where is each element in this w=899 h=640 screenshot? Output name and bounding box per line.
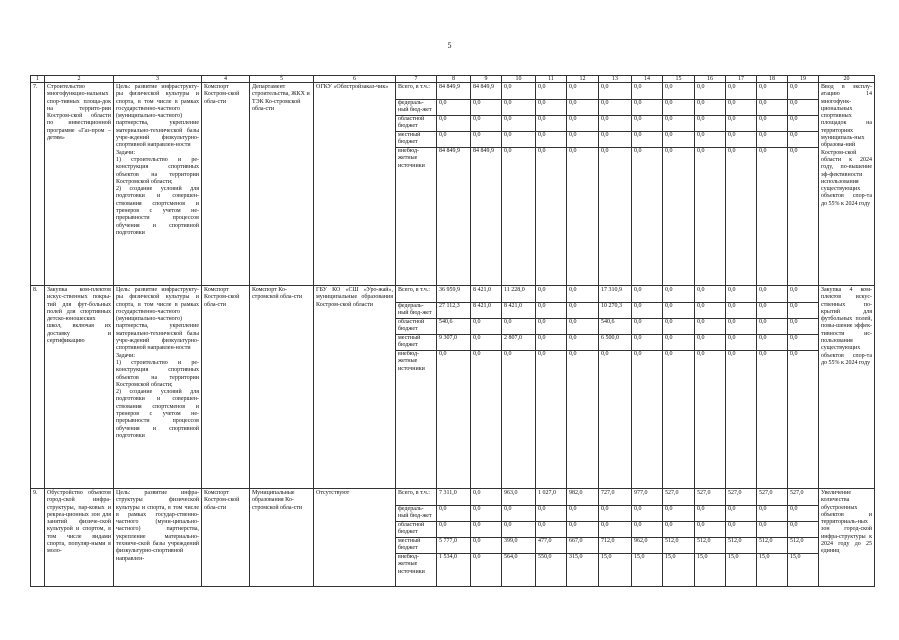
expected-result: Увеличение количества обустроенных объектов и территориаль-ных зон город-ской инфра-структуры к 2024 году до 25 единиц (819, 489, 875, 587)
amount-cell (437, 83, 471, 286)
header-cell: 3 (114, 76, 202, 83)
funding-sources (396, 489, 437, 587)
page-number: 5 (447, 41, 452, 50)
amount-value: 0,0 (567, 132, 598, 148)
amount-value: 667,0 (567, 538, 598, 554)
amount-value: 0,0 (697, 351, 705, 357)
responsible-executor: Комспорт Костром-ской обла-сти (202, 83, 250, 286)
amount-cell (471, 489, 502, 587)
amount-value: 0,0 (663, 319, 694, 335)
responsible-executor: Комспорт Костром-ской обла-сти (202, 489, 250, 587)
amount-value: 0,0 (695, 522, 725, 538)
measure-name: Обустройство объектов город-ской инфра-структуры, пар-ковых и рекреа-ционных зон для занятий физиче-ской культурой и спортом, в том числе видами спорта, популяр-ными в моло- (45, 489, 114, 587)
amount-value: 527,0 (695, 490, 725, 506)
amount-value: 0,0 (757, 319, 787, 335)
goal-text: Цель: развитие инфра-структуры физической культуры и спорта, в том числе в рамках государ-ственно-частного (муни-ципально-частного) партнерства, укрепление материально-техниче-ской базы учреждений физкультурно-спортивной направлен- (114, 489, 202, 587)
amount-value: 0,0 (663, 303, 694, 319)
amount-value: 0,0 (695, 132, 725, 148)
amount-value: 15,0 (665, 554, 676, 560)
funding-source-label: областной бюджет (396, 319, 436, 335)
amount-value: 0,0 (437, 100, 470, 116)
amount-value: 0,0 (757, 303, 787, 319)
funding-source-label: Всего, в т.ч.: (396, 84, 436, 100)
amount-cell (502, 489, 536, 587)
amount-value: 0,0 (502, 84, 535, 100)
amount-value: 0,0 (502, 100, 535, 116)
amount-value: 512,0 (788, 538, 818, 554)
amount-value: 0,0 (473, 351, 481, 357)
amount-value: 0,0 (471, 506, 501, 522)
amount-value: 0,0 (728, 351, 736, 357)
amount-value: 11 228,0 (502, 287, 535, 303)
amount-value: 0,0 (788, 319, 818, 335)
amount-value: 982,0 (567, 490, 598, 506)
amount-value: 0,0 (663, 100, 694, 116)
funding-source-label: федераль-ный бюд-жет (396, 303, 436, 319)
table-row (31, 83, 875, 286)
amount-value: 0,0 (757, 84, 787, 100)
amount-value: 0,0 (632, 287, 662, 303)
amount-cell (757, 286, 788, 489)
measure-name: Закупка ком-плектов искус-ственных покры-тий для фут-больных полей для спортивных детско-юношеских школ, включая их доставку и сертификацию (45, 286, 114, 489)
amount-value: 0,0 (599, 506, 631, 522)
amount-value: 512,0 (726, 538, 756, 554)
amount-value: 36 959,9 (437, 287, 470, 303)
amount-value: 315,0 (569, 554, 583, 560)
amount-value: 10 270,3 (599, 303, 631, 319)
amount-cell (437, 489, 471, 587)
amount-value: 0,0 (695, 287, 725, 303)
amount-value: 0,0 (663, 522, 694, 538)
amount-value: 0,0 (788, 303, 818, 319)
amount-value: 0,0 (471, 100, 501, 116)
amount-value: 8 421,0 (471, 287, 501, 303)
amount-cell (695, 489, 726, 587)
amount-value: 0,0 (473, 554, 481, 560)
header-cell: 19 (788, 76, 819, 83)
amount-value: 0,0 (790, 148, 798, 154)
program-table (30, 75, 875, 587)
header-cell: 10 (502, 76, 536, 83)
amount-cell (567, 83, 599, 286)
amount-value: 0,0 (788, 335, 818, 351)
amount-value: 0,0 (757, 522, 787, 538)
amount-value: 0,0 (567, 116, 598, 132)
amount-value: 0,0 (663, 84, 694, 100)
amount-value: 0,0 (567, 100, 598, 116)
amount-value: 0,0 (788, 506, 818, 522)
amount-value: 712,0 (599, 538, 631, 554)
header-cell: 16 (695, 76, 726, 83)
row-number: 9. (31, 489, 45, 587)
amount-value: 399,0 (502, 538, 535, 554)
amount-value: 0,0 (536, 335, 566, 351)
amount-value: 0,0 (632, 100, 662, 116)
amount-cell (536, 83, 567, 286)
funding-source-label: областной бюджет (396, 116, 436, 132)
amount-value: 0,0 (502, 506, 535, 522)
amount-cell (726, 489, 757, 587)
amount-value: 0,0 (759, 351, 767, 357)
funding-source-label: областной бюджет (396, 522, 436, 538)
amount-cell (536, 489, 567, 587)
amount-value: 527,0 (726, 490, 756, 506)
amount-value: 0,0 (599, 84, 631, 100)
amount-value: 8 421,0 (502, 303, 535, 319)
amount-value: 0,0 (788, 116, 818, 132)
amount-cell (632, 83, 663, 286)
amount-value: 84 849,9 (439, 148, 460, 154)
amount-cell (599, 489, 632, 587)
amount-cell (632, 489, 663, 587)
amount-cell (567, 489, 599, 587)
amount-value: 0,0 (695, 116, 725, 132)
amount-value: 0,0 (437, 522, 470, 538)
amount-value: 564,0 (504, 554, 518, 560)
amount-value: 0,0 (726, 84, 756, 100)
amount-value: 0,0 (695, 506, 725, 522)
amount-cell (726, 286, 757, 489)
header-row (31, 76, 875, 83)
amount-value: 0,0 (663, 335, 694, 351)
amount-value: 0,0 (757, 132, 787, 148)
co-executor: Комспорт Ко-стромской обла-сти (250, 286, 314, 489)
amount-cell (663, 286, 695, 489)
amount-value: 0,0 (471, 116, 501, 132)
header-cell: 9 (471, 76, 502, 83)
amount-value: 0,0 (569, 351, 577, 357)
amount-value: 962,0 (632, 538, 662, 554)
amount-value: 0,0 (757, 335, 787, 351)
amount-cell (726, 83, 757, 286)
amount-value: 0,0 (471, 538, 501, 554)
funding-source-label: Всего, в т.ч.: (396, 287, 436, 303)
amount-value: 0,0 (632, 116, 662, 132)
amount-value: 0,0 (726, 506, 756, 522)
amount-value: 15,0 (759, 554, 770, 560)
amount-value: 0,0 (663, 132, 694, 148)
amount-value: 0,0 (437, 132, 470, 148)
amount-value: 0,0 (471, 132, 501, 148)
amount-value: 0,0 (567, 506, 598, 522)
amount-cell (471, 83, 502, 286)
amount-value: 0,0 (599, 100, 631, 116)
amount-value: 727,0 (599, 490, 631, 506)
amount-value: 15,0 (634, 554, 645, 560)
amount-value: 0,0 (536, 303, 566, 319)
amount-value: 0,0 (665, 351, 673, 357)
participant: ОГКУ «Облстройзаказ-чик» (314, 83, 396, 286)
amount-value: 0,0 (601, 351, 609, 357)
amount-value: 0,0 (536, 132, 566, 148)
amount-value: 0,0 (536, 319, 566, 335)
amount-value: 15,0 (790, 554, 801, 560)
amount-value: 0,0 (632, 84, 662, 100)
amount-value: 0,0 (726, 319, 756, 335)
amount-value: 8 421,0 (471, 303, 501, 319)
amount-value: 0,0 (538, 351, 546, 357)
expected-result: Закупка 4 ком-плектов искус-ственных по-крытий для футбольных полей, повы-шение эффек-тивности ис-пользования существующих объектов спор-та до 55% к 2024 году (819, 286, 875, 489)
funding-source-label: Всего, в т.ч.: (396, 490, 436, 506)
amount-value: 0,0 (599, 132, 631, 148)
amount-value: 0,0 (567, 303, 598, 319)
amount-value: 0,0 (697, 148, 705, 154)
amount-value: 0,0 (788, 287, 818, 303)
amount-value: 0,0 (538, 148, 546, 154)
amount-value: 0,0 (757, 116, 787, 132)
amount-value: 0,0 (788, 132, 818, 148)
amount-value: 527,0 (757, 490, 787, 506)
amount-value: 0,0 (757, 506, 787, 522)
amount-value: 0,0 (632, 319, 662, 335)
header-cell: 5 (250, 76, 314, 83)
amount-value: 0,0 (536, 84, 566, 100)
amount-value: 0,0 (599, 116, 631, 132)
amount-value: 512,0 (757, 538, 787, 554)
amount-value: 5 777,0 (437, 538, 470, 554)
amount-value: 15,0 (728, 554, 739, 560)
amount-value: 15,0 (601, 554, 612, 560)
amount-value: 0,0 (502, 116, 535, 132)
header-cell: 7 (396, 76, 437, 83)
amount-value: 0,0 (439, 351, 447, 357)
co-executor: Департамент строительства, ЖКХ и ТЭК Ко-стромской обла-сти (250, 83, 314, 286)
amount-cell (788, 83, 819, 286)
measure-name: Строительство многофункцио-нальных спор-тивных площа-док на террито-рии Костром-ской области по инвестиционной программе «Газ-пром – детям» (45, 83, 114, 286)
amount-value: 0,0 (695, 84, 725, 100)
amount-cell (567, 286, 599, 489)
funding-source-label: внебюд-жетные источники (398, 351, 425, 372)
amount-value: 0,0 (632, 335, 662, 351)
amount-value: 0,0 (569, 148, 577, 154)
amount-value: 0,0 (471, 335, 501, 351)
amount-cell (502, 83, 536, 286)
amount-value: 963,0 (502, 490, 535, 506)
funding-source-label: местный бюджет (396, 538, 436, 554)
amount-value: 0,0 (788, 522, 818, 538)
amount-value: 0,0 (790, 351, 798, 357)
amount-value: 15,0 (697, 554, 708, 560)
amount-cell (632, 286, 663, 489)
amount-value: 0,0 (632, 303, 662, 319)
amount-value: 0,0 (665, 148, 673, 154)
amount-value: 0,0 (632, 132, 662, 148)
amount-value: 2 807,0 (502, 335, 535, 351)
amount-value: 0,0 (726, 116, 756, 132)
amount-value: 0,0 (567, 287, 598, 303)
amount-value: 0,0 (502, 132, 535, 148)
funding-sources (396, 286, 437, 489)
table-row (31, 489, 875, 587)
amount-value: 0,0 (471, 522, 501, 538)
header-cell: 20 (819, 76, 875, 83)
amount-value: 512,0 (663, 538, 694, 554)
amount-cell (757, 489, 788, 587)
funding-source-label: федераль-ный бюд-жет (396, 100, 436, 116)
amount-value: 0,0 (536, 100, 566, 116)
amount-value: 540,6 (437, 319, 470, 335)
amount-value: 0,0 (502, 319, 535, 335)
amount-value: 550,0 (538, 554, 552, 560)
amount-value: 0,0 (726, 100, 756, 116)
header-cell: 18 (757, 76, 788, 83)
amount-value: 0,0 (536, 506, 566, 522)
header-cell: 4 (202, 76, 250, 83)
amount-value: 0,0 (599, 522, 631, 538)
table-row (31, 286, 875, 489)
amount-value: 0,0 (726, 132, 756, 148)
amount-value: 0,0 (695, 319, 725, 335)
amount-value: 0,0 (536, 287, 566, 303)
amount-value: 0,0 (471, 490, 501, 506)
amount-value: 0,0 (567, 522, 598, 538)
amount-value: 0,0 (634, 351, 642, 357)
amount-cell (599, 286, 632, 489)
amount-cell (471, 286, 502, 489)
amount-value: 84 849,9 (473, 148, 494, 154)
amount-value: 0,0 (437, 116, 470, 132)
amount-value: 0,0 (788, 84, 818, 100)
funding-source-label: внебюд-жетные источники (398, 148, 425, 169)
amount-value: 6 500,0 (599, 335, 631, 351)
amount-value: 0,0 (726, 287, 756, 303)
amount-value: 0,0 (634, 148, 642, 154)
amount-cell (599, 83, 632, 286)
expected-result: Ввод в эксплу-атацию 14 многофунк-циональных спортивных площадок на территориях муниципаль-ных образова-ний Костром-ской области к 2024 году, по-вышение эф-фективности использования существующих объектов спор-та до 55% к 2024 году (819, 83, 875, 286)
amount-value: 0,0 (726, 303, 756, 319)
amount-value: 0,0 (632, 506, 662, 522)
amount-value: 0,0 (601, 148, 609, 154)
participant: ГБУ КО «СШ «Уро-жай», муниципальные образования Костром-ской области (314, 286, 396, 489)
amount-cell (788, 489, 819, 587)
header-cell: 2 (45, 76, 114, 83)
amount-value: 9 307,0 (437, 335, 470, 351)
amount-cell (663, 489, 695, 587)
amount-value: 0,0 (567, 319, 598, 335)
amount-value: 0,0 (695, 335, 725, 351)
amount-value: 0,0 (728, 148, 736, 154)
amount-cell (437, 286, 471, 489)
co-executor: Муниципальные образования Ко-стромской обла-сти (250, 489, 314, 587)
amount-value: 0,0 (536, 116, 566, 132)
amount-value: 0,0 (663, 116, 694, 132)
header-cell: 15 (663, 76, 695, 83)
amount-cell (502, 286, 536, 489)
amount-cell (695, 83, 726, 286)
amount-cell (757, 83, 788, 286)
amount-value: 0,0 (504, 148, 512, 154)
header-cell: 8 (437, 76, 471, 83)
amount-value: 0,0 (567, 335, 598, 351)
responsible-executor: Комспорт Костром-ской обла-сти (202, 286, 250, 489)
amount-value: 84 849,9 (471, 84, 501, 100)
amount-value: 477,0 (536, 538, 566, 554)
amount-value: 527,0 (788, 490, 818, 506)
funding-sources (396, 83, 437, 286)
amount-cell (663, 83, 695, 286)
amount-value: 0,0 (437, 506, 470, 522)
header-cell: 17 (726, 76, 757, 83)
amount-value: 17 310,9 (599, 287, 631, 303)
amount-value: 27 112,3 (437, 303, 470, 319)
amount-value: 1 534,0 (439, 554, 457, 560)
row-number: 7. (31, 83, 45, 286)
goal-text: Цель: развитие инфраструкту-ры физической культуры и спорта, в том числе в рамках государственно-частного (муниципально-частного) партнерства, укрепление материально-технической базы учре-ждений физкультурно-спортивной направлен-ности Задачи: 1) строительство и ре-конструкция спортивных объектов на территории Костромской области; 2) создание условий для подготовки и совершен-ствования спортсменов и тренеров с учетом не-прерывности процессов обучения и спортивной подготовки (114, 286, 202, 489)
amount-value: 540,6 (599, 319, 631, 335)
amount-value: 0,0 (726, 522, 756, 538)
header-cell: 11 (536, 76, 567, 83)
participant: Отсутствуют (314, 489, 396, 587)
amount-value: 0,0 (567, 84, 598, 100)
amount-value: 84 849,9 (437, 84, 470, 100)
amount-value: 0,0 (757, 287, 787, 303)
header-cell: 12 (567, 76, 599, 83)
amount-value: 0,0 (757, 100, 787, 116)
funding-source-label: местный бюджет (396, 132, 436, 148)
amount-cell (536, 286, 567, 489)
row-number: 8. (31, 286, 45, 489)
header-cell: 6 (314, 76, 396, 83)
header-cell: 14 (632, 76, 663, 83)
amount-value: 0,0 (504, 351, 512, 357)
amount-value: 0,0 (663, 287, 694, 303)
amount-cell (788, 286, 819, 489)
amount-value: 0,0 (536, 522, 566, 538)
amount-cell (695, 286, 726, 489)
amount-value: 977,0 (632, 490, 662, 506)
amount-value: 0,0 (502, 522, 535, 538)
amount-value: 0,0 (695, 303, 725, 319)
amount-value: 527,0 (663, 490, 694, 506)
amount-value: 0,0 (788, 100, 818, 116)
amount-value: 0,0 (726, 335, 756, 351)
amount-value: 0,0 (663, 506, 694, 522)
goal-text: Цель: развитие инфраструкту-ры физической культуры и спорта, в том числе в рамках государственно-частного (муниципально-частного) партнерства, укрепление материально-технической базы учре-ждений физкультурно-спортивной направлен-ности Задачи: 1) строительство и ре-конструкция спортивных объектов на территории Костромской области; 2) создание условий для подготовки и совершен-ствования спортсменов и тренеров с учетом не-прерывности процессов обучения и спортивной подготовки (114, 83, 202, 286)
amount-value: 512,0 (695, 538, 725, 554)
funding-source-label: местный бюджет (396, 335, 436, 351)
header-cell: 1 (31, 76, 45, 83)
amount-value: 1 027,0 (536, 490, 566, 506)
amount-value: 0,0 (632, 522, 662, 538)
amount-value: 0,0 (695, 100, 725, 116)
funding-source-label: внебюд-жетные источники (398, 554, 425, 575)
amount-value: 7 311,0 (437, 490, 470, 506)
amount-value: 0,0 (759, 148, 767, 154)
amount-value: 0,0 (471, 319, 501, 335)
header-cell: 13 (599, 76, 632, 83)
funding-source-label: федераль-ный бюд-жет (396, 506, 436, 522)
